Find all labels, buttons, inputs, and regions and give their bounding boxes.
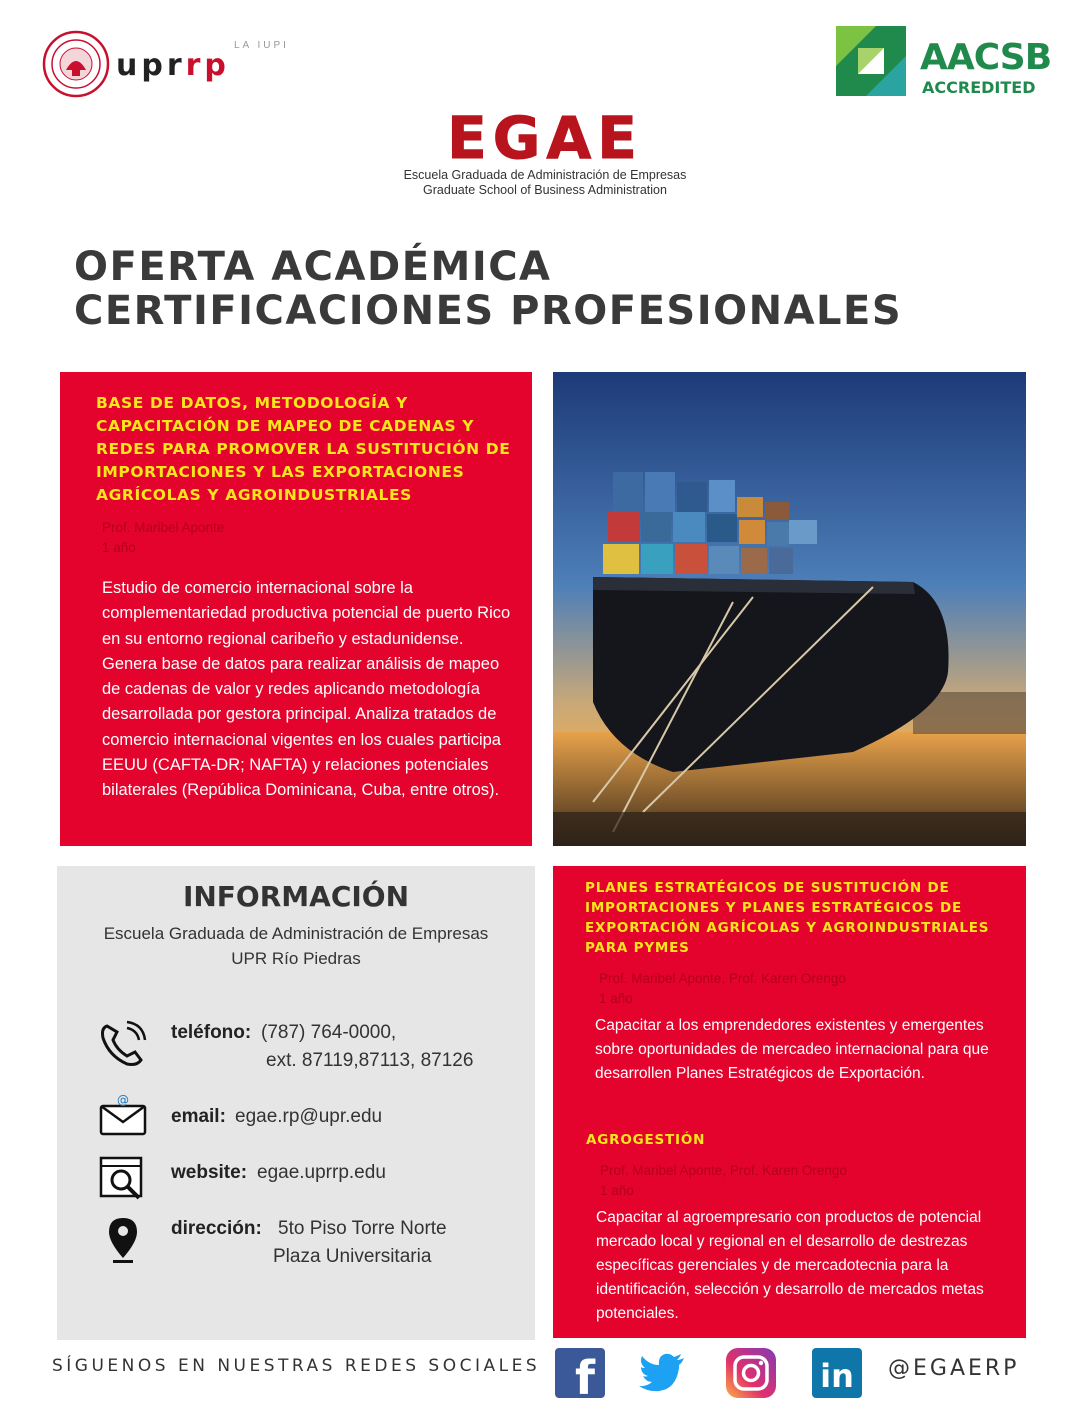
instagram-icon[interactable] bbox=[726, 1348, 776, 1398]
social-follow-text: SÍGUENOS EN NUESTRAS REDES SOCIALES bbox=[52, 1356, 541, 1376]
cargo-ship-photo bbox=[553, 372, 1026, 846]
egae-logo bbox=[368, 112, 722, 164]
website-icon bbox=[97, 1152, 149, 1204]
aacsb-name: AACSB bbox=[920, 37, 1052, 78]
info-campus-name: UPR Río Piedras bbox=[231, 949, 361, 968]
page-title-line2: CERTIFICACIONES PROFESIONALES bbox=[74, 288, 903, 334]
program-description: Capacitar al agroempresario con productos de potencial mercado local y regional en el desarrollo de destrezas específicas gerenciales y de mercadotecnia para la identificación, selección y desarrollo de mercados metas potenciales. bbox=[596, 1209, 984, 1322]
social-handle[interactable]: @EGAERP bbox=[888, 1356, 1020, 1381]
phone-value[interactable]: (787) 764-0000, bbox=[261, 1022, 397, 1043]
aacsb-subtitle: ACCREDITED bbox=[922, 78, 1036, 97]
program-card-strategic-plans bbox=[553, 866, 1026, 1338]
twitter-icon[interactable] bbox=[638, 1348, 688, 1398]
program-description: Estudio de comercio internacional sobre la complementariedad productiva potencial de puerto Rico en su entorno regional caribeño y estadunidense. Genera base de datos para realizar análisis de mapeo de cadenas de valor y redes aplicando metodología desarrollada por gestora principal. Analiza tratados de comercio internacional vigentes en los cuales participa EEUU (CAFTA-DR; NAFTA) y relaciones potenciales bilaterales (República Dominicana, Cuba, entre otros). bbox=[102, 579, 511, 800]
program-title: PLANES ESTRATÉGICOS DE SUSTITUCIÓN DE IMPORTACIONES Y PLANES ESTRATÉGICOS DE EXPORTACIÓN AGRÍCOLAS Y AGROINDUSTRIALES PARA PYMES bbox=[585, 880, 990, 956]
program-title-agrogestion: AGROGESTIÓN bbox=[586, 1132, 706, 1148]
address-label: dirección: bbox=[171, 1218, 262, 1239]
location-icon bbox=[103, 1214, 143, 1266]
website-value[interactable]: egae.uprrp.edu bbox=[257, 1162, 386, 1183]
program-duration: 1 año bbox=[599, 991, 633, 1006]
uprrp-tagline: LA IUPI bbox=[234, 40, 289, 51]
program-professor: Prof. Maribel Aponte bbox=[102, 520, 225, 535]
facebook-icon[interactable] bbox=[555, 1348, 605, 1398]
address-line2: Plaza Universitaria bbox=[273, 1246, 432, 1267]
uprrp-seal-icon bbox=[42, 30, 110, 98]
phone-label: teléfono: bbox=[171, 1022, 252, 1043]
linkedin-icon[interactable] bbox=[812, 1348, 862, 1398]
program-professor: Prof. Maribel Aponte, Prof. Karen Orengo bbox=[600, 1163, 847, 1178]
egae-subtitle-en: Graduate School of Business Administration bbox=[423, 183, 667, 197]
program-duration: 1 año bbox=[102, 540, 136, 555]
page-title-line1: OFERTA ACADÉMICA bbox=[74, 244, 552, 290]
aacsb-mark-icon bbox=[836, 26, 906, 96]
phone-extensions: ext. 87119,87113, 87126 bbox=[266, 1050, 474, 1071]
program-duration: 1 año bbox=[600, 1183, 634, 1198]
contact-info-panel bbox=[57, 866, 535, 1340]
egae-logo-text: EGAE bbox=[447, 112, 643, 164]
program-title: BASE DE DATOS, METODOLOGÍA Y CAPACITACIÓN DE MAPEO DE CADENAS Y REDES PARA PROMOVER LA SUSTITUCIÓN DE IMPORTACIONES Y LAS EXPORTACIONES AGRÍCOLAS Y AGROINDUSTRIALES bbox=[96, 394, 511, 504]
program-description: Capacitar a los emprendedores existentes y emergentes sobre oportunidades de mercadeo internacional para que desarrollen Planes Estratégicos de Exportación. bbox=[595, 1017, 989, 1082]
address-line1: 5to Piso Torre Norte bbox=[278, 1218, 447, 1239]
email-icon bbox=[97, 1090, 149, 1142]
email-value[interactable]: egae.rp@upr.edu bbox=[235, 1106, 383, 1127]
svg-text:in: in bbox=[820, 1357, 854, 1395]
svg-text:f: f bbox=[574, 1351, 596, 1398]
info-school-name: Escuela Graduada de Administración de Empresas bbox=[103, 924, 489, 943]
email-label: email: bbox=[171, 1106, 226, 1127]
uprrp-logo: uprrp bbox=[116, 48, 230, 83]
program-card-database bbox=[60, 372, 532, 846]
phone-icon bbox=[97, 1018, 149, 1070]
egae-subtitle-es: Escuela Graduada de Administración de Empresas bbox=[403, 168, 687, 182]
website-label: website: bbox=[171, 1162, 248, 1183]
program-professor: Prof. Maribel Aponte, Prof. Karen Orengo bbox=[599, 971, 846, 986]
info-title: INFORMACIÓN bbox=[182, 880, 410, 913]
svg-text:@: @ bbox=[117, 1093, 129, 1107]
